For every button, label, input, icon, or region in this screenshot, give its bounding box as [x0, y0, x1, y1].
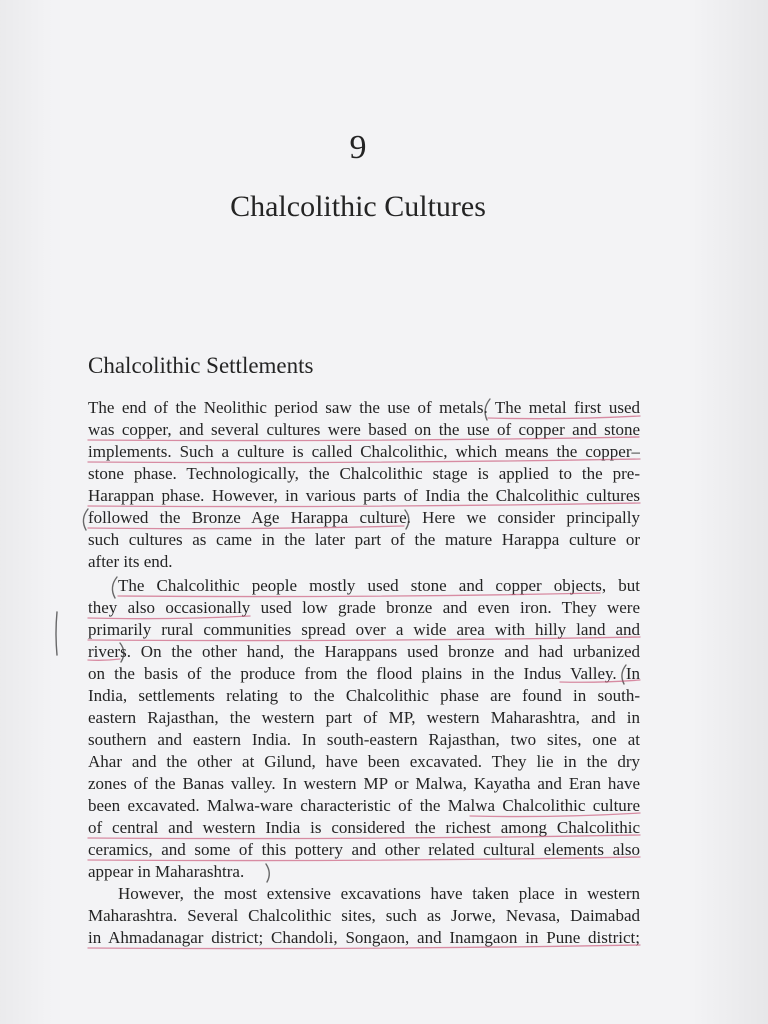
text-line: The end of the Neolithic period saw the use of metals. The metal first used [88, 398, 640, 417]
text-line: Harappan phase. However, in various parts of India the Chalcolithic cultures [88, 486, 640, 505]
text-line: implements. Such a culture is called Chalcolithic, which means the copper– [88, 442, 640, 461]
text-line: followed the Bronze Age Harappa culture. Here we consider principally [88, 508, 640, 527]
paragraph [88, 397, 640, 573]
text-line: rivers. On the other hand, the Harappans used bronze and had urbanized [88, 642, 640, 661]
text-line: in Ahmadanagar district; Chandoli, Songaon, and Inamgaon in Pune district; [88, 928, 640, 947]
text-line: ceramics, and some of this pottery and other related cultural elements also [88, 840, 640, 859]
chapter-title: Chalcolithic Cultures [230, 190, 486, 223]
text-line: stone phase. Technologically, the Chalcolithic stage is applied to the pre- [88, 464, 640, 483]
text-line: Maharashtra. Several Chalcolithic sites, such as Jorwe, Nevasa, Daimabad [88, 906, 640, 925]
text-line: was copper, and several cultures were based on the use of copper and stone [88, 420, 640, 439]
text-line: of central and western India is considered the richest among Chalcolithic [88, 818, 640, 837]
text-line: appear in Maharashtra. [88, 862, 245, 881]
text-line: The Chalcolithic people mostly used stone and copper objects, but [118, 576, 640, 595]
text-line: Ahar and the other at Gilund, have been excavated. They lie in the dry [88, 752, 640, 771]
pen-margin-line [56, 612, 57, 655]
text-line: on the basis of the produce from the flood plains in the Indus Valley. In [88, 664, 640, 683]
text-line: been excavated. Malwa-ware characteristic of the Malwa Chalcolithic culture [88, 796, 640, 815]
paragraph [88, 883, 640, 949]
text-line: they also occasionally used low grade bronze and even iron. They were [88, 598, 640, 617]
text-line: India, settlements relating to the Chalcolithic phase are found in south- [88, 686, 640, 705]
section-heading: Chalcolithic Settlements [88, 353, 314, 378]
text-line: eastern Rajasthan, the western part of MP, western Maharashtra, and in [88, 708, 640, 727]
text-line: southern and eastern India. In south-eastern Rajasthan, two sites, one at [88, 730, 640, 749]
text-line: after its end. [88, 552, 173, 571]
chapter-number: 9 [349, 129, 367, 166]
text-line: zones of the Banas valley. In western MP or Malwa, Kayatha and Eran have [88, 774, 640, 793]
paragraph [88, 575, 640, 883]
text-line: such cultures as came in the later part of the mature Harappa culture or [88, 530, 640, 549]
text-line: primarily rural communities spread over a wide area with hilly land and [88, 620, 640, 639]
text-line: However, the most extensive excavations have taken place in western [118, 884, 640, 903]
body-text [88, 397, 640, 949]
